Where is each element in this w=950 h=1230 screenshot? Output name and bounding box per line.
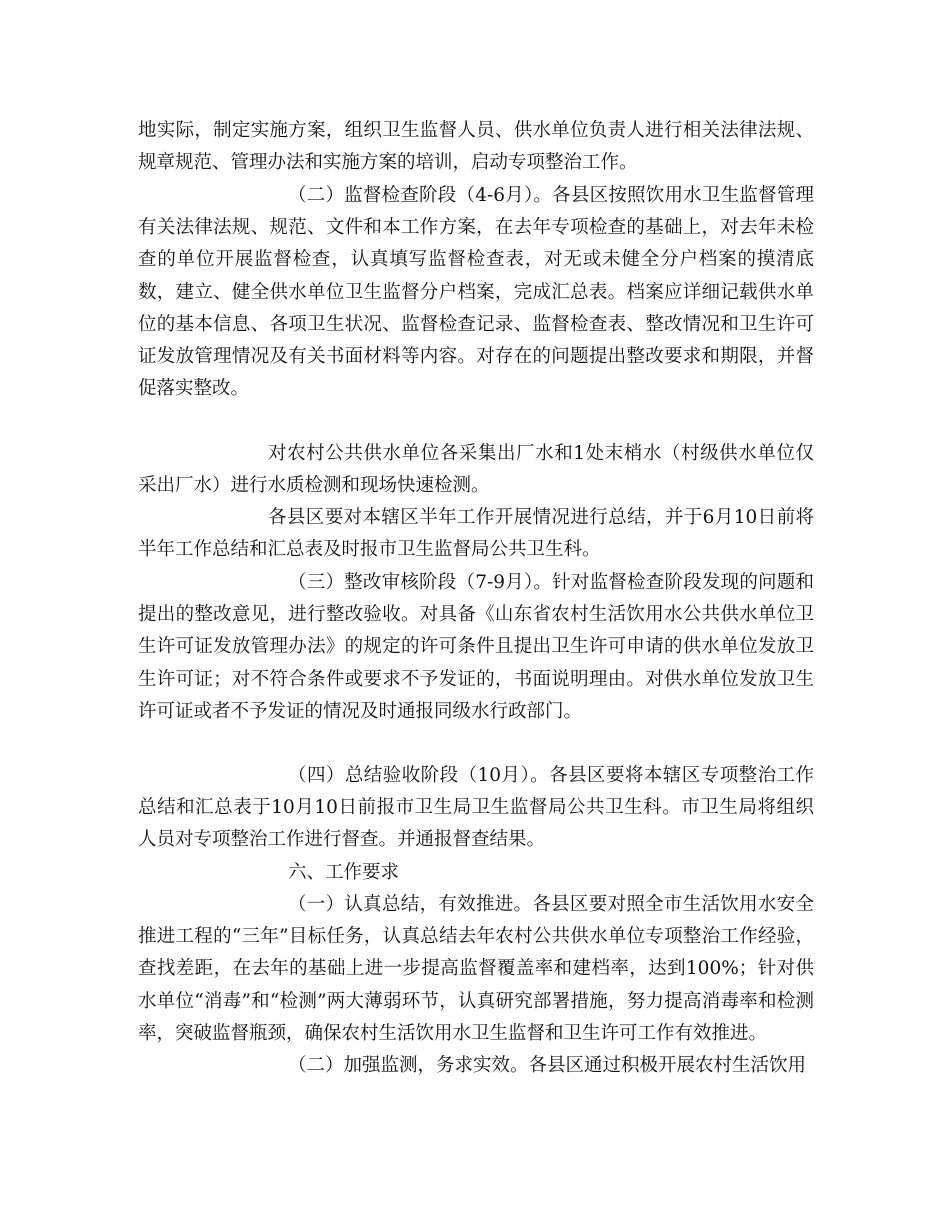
paragraph-requirement-1: （一）认真总结，有效推进。各县区要对照全市生活饮用水安全推进工程的“三年”目标任务，认真总结去年农村公共供水单位专项整治工作经验，查找差距，在去年的基础上进一步提高监督覆盖率和建档率，达到100%；针对供水单位“消毒”和“检测”两大薄弱环节，认真研究部署措施，努力提高消毒率和检测率，突破监督瓶颈，确保农村生活饮用水卫生监督和卫生许可工作有效推进。 bbox=[138, 894, 814, 1044]
paragraph-requirement-2: （二）加强监测，务求实效。各县区通过积极开展农村生活饮用 bbox=[288, 1055, 807, 1076]
paragraph-rectification-stage: （三）整改审核阶段（7-9月）。针对监督检查阶段发现的问题和提出的整改意见，进行整改验收。对具备《山东省农村生活饮用水公共供水单位卫生许可证发放管理办法》的规定的许可条件且提出卫生许可申请的供水单位发放卫生许可证；对不符合条件或要求不予发证的，书面说明理由。对供水单位发放卫生许可证或者不予发证的情况及时通报同级水行政部门。 bbox=[138, 572, 814, 722]
paragraph-supervision-stage: （二）监督检查阶段（4-6月）。各县区按照饮用水卫生监督管理有关法律法规、规范、文件和本工作方案，在去年专项检查的基础上，对去年未检查的单位开展监督检查，认真填写监督检查表，对无或未健全分户档案的摸清底数，建立、健全供水单位卫生监督分户档案，完成汇总表。档案应详细记载供水单位的基本信息、各项卫生状况、监督检查记录、监督检查表、整改情况和卫生许可证发放管理情况及有关书面材料等内容。对存在的问题提出整改要求和期限，并督促落实整改。 bbox=[138, 185, 814, 400]
paragraph-intro-continued: 地实际，制定实施方案，组织卫生监督人员、供水单位负责人进行相关法律法规、规章规范、管理办法和实施方案的培训，启动专项整治工作。 bbox=[138, 120, 814, 174]
section-heading-work-requirements: 六、工作要求 bbox=[288, 862, 400, 883]
paragraph-acceptance-stage: （四）总结验收阶段（10月）。各县区要将本辖区专项整治工作总结和汇总表于10月10日前报市卫生局卫生监督局公共卫生科。市卫生局将组织人员对专项整治工作进行督查。并通报督查结果。 bbox=[138, 765, 814, 851]
paragraph-water-testing: 对农村公共供水单位各采集出厂水和1处末梢水（村级供水单位仅采出厂水）进行水质检测和现场快速检测。 bbox=[138, 443, 814, 497]
paragraph-half-year-summary: 各县区要对本辖区半年工作开展情况进行总结，并于6月10日前将半年工作总结和汇总表及时报市卫生监督局公共卫生科。 bbox=[138, 507, 814, 561]
